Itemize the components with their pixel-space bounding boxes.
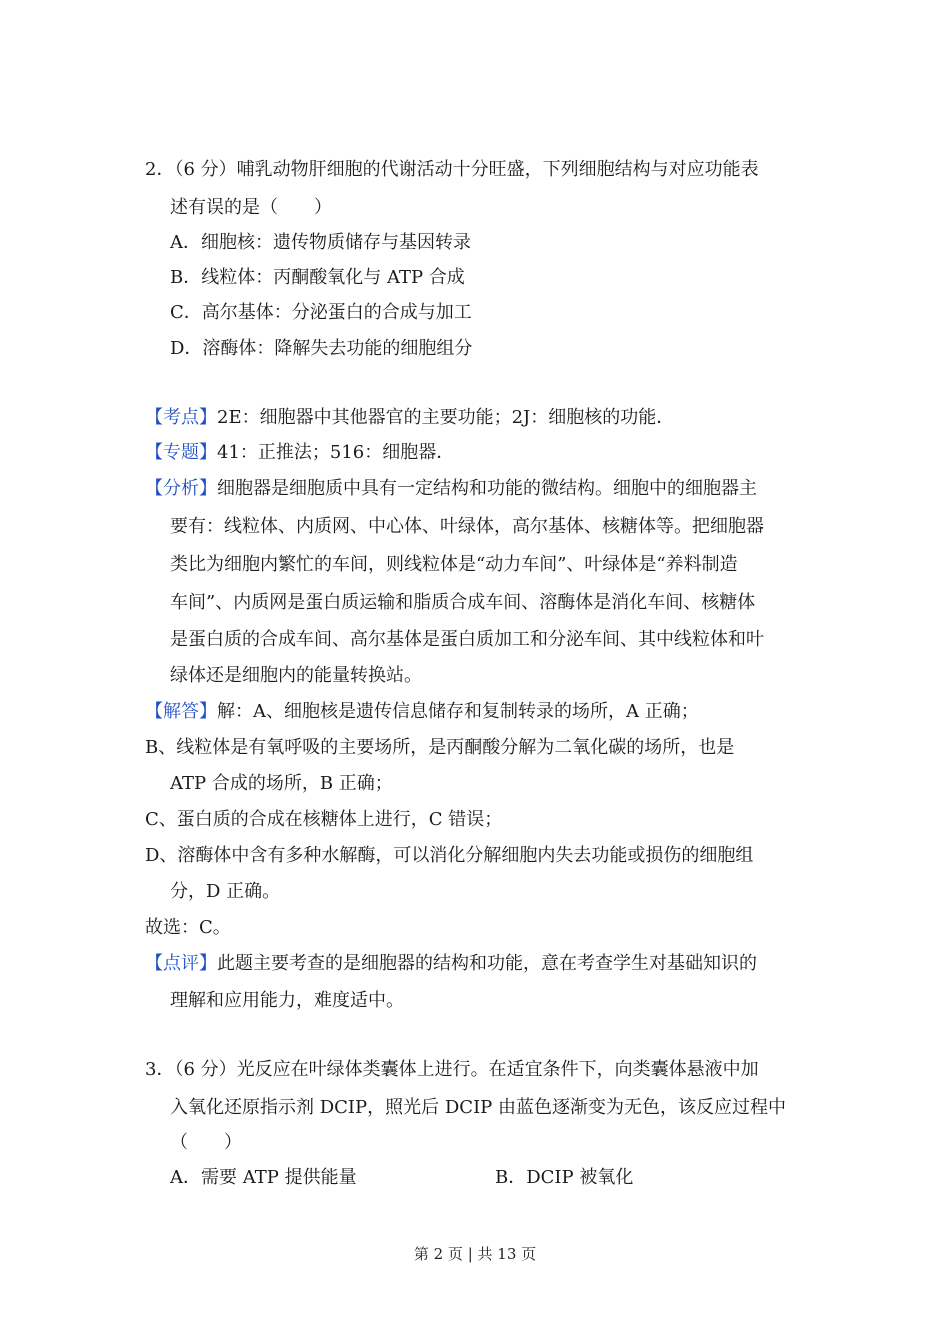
jieda-tag: 【解答】	[145, 701, 217, 722]
fenxi-line4: 车间”、内质网是蛋白质运输和脂质合成车间、溶酶体是消化车间、核糖体	[170, 592, 756, 613]
q2-stem-line1: 2．（6 分）哺乳动物肝细胞的代谢活动十分旺盛，下列细胞结构与对应功能表	[145, 159, 759, 180]
fenxi-line3: 类比为细胞内繁忙的车间，则线粒体是“动力车间”、叶绿体是“养料制造	[170, 554, 738, 575]
q2-stem-line2: 述有误的是（ ）	[170, 197, 332, 218]
zhuanti-tag: 【专题】	[145, 442, 217, 463]
q3-option-b: B．DCIP 被氧化	[495, 1167, 634, 1188]
q2-option-d: D．溶酶体：降解失去功能的细胞组分	[170, 338, 473, 359]
kaodian-text: 2E：细胞器中其他器官的主要功能；2J：细胞核的功能．	[217, 407, 675, 428]
dianping-text: 此题主要考查的是细胞器的结构和功能，意在考查学生对基础知识的	[217, 953, 757, 974]
fenxi-tag: 【分析】	[145, 478, 217, 499]
dianping-line2: 理解和应用能力，难度适中。	[170, 990, 404, 1011]
q2-option-c: C．高尔基体：分泌蛋白的合成与加工	[170, 302, 472, 323]
fenxi-line6: 绿体还是细胞内的能量转换站。	[170, 665, 422, 686]
answer-choice: 故选：C。	[145, 917, 231, 938]
q2-option-a: A．细胞核：遗传物质储存与基因转录	[170, 232, 471, 253]
dianping-line1	[145, 952, 757, 976]
kaodian-line	[145, 406, 674, 430]
q3-stem-line2: 入氧化还原指示剂 DCIP，照光后 DCIP 由蓝色逐渐变为无色，该反应过程中	[170, 1097, 787, 1118]
answer-d-line1: D、溶酶体中含有多种水解酶，可以消化分解细胞内失去功能或损伤的细胞组	[145, 845, 754, 866]
q3-stem-line3: （ ）	[170, 1132, 242, 1153]
zhuanti-text: 41：正推法；516：细胞器．	[217, 442, 455, 463]
jieda-text: 解：A、细胞核是遗传信息储存和复制转录的场所，A 正确；	[217, 701, 699, 722]
fenxi-line2: 要有：线粒体、内质网、中心体、叶绿体，高尔基体、核糖体等。把细胞器	[170, 516, 764, 537]
page-footer: 第 2 页 | 共 13 页	[413, 1245, 537, 1263]
answer-c-line: C、蛋白质的合成在核糖体上进行，C 错误；	[145, 809, 503, 830]
kaodian-tag: 【考点】	[145, 407, 217, 428]
zhuanti-line	[145, 441, 454, 465]
q3-option-a: A．需要 ATP 提供能量	[170, 1167, 357, 1188]
fenxi-text: 细胞器是细胞质中具有一定结构和功能的微结构。细胞中的细胞器主	[217, 478, 757, 499]
answer-b-line1: B、线粒体是有氧呼吸的主要场所，是丙酮酸分解为二氧化碳的场所，也是	[145, 737, 735, 758]
answer-b-line2: ATP 合成的场所，B 正确；	[170, 773, 393, 794]
dianping-tag: 【点评】	[145, 953, 217, 974]
answer-d-line2: 分，D 正确。	[170, 881, 281, 902]
jieda-line	[145, 700, 699, 724]
q3-stem-line1: 3．（6 分）光反应在叶绿体类囊体上进行。在适宜条件下，向类囊体悬液中加	[145, 1059, 759, 1080]
q2-option-b: B．线粒体：丙酮酸氧化与 ATP 合成	[170, 267, 465, 288]
fenxi-line1	[145, 477, 757, 501]
fenxi-line5: 是蛋白质的合成车间、高尔基体是蛋白质加工和分泌车间、其中线粒体和叶	[170, 629, 764, 650]
